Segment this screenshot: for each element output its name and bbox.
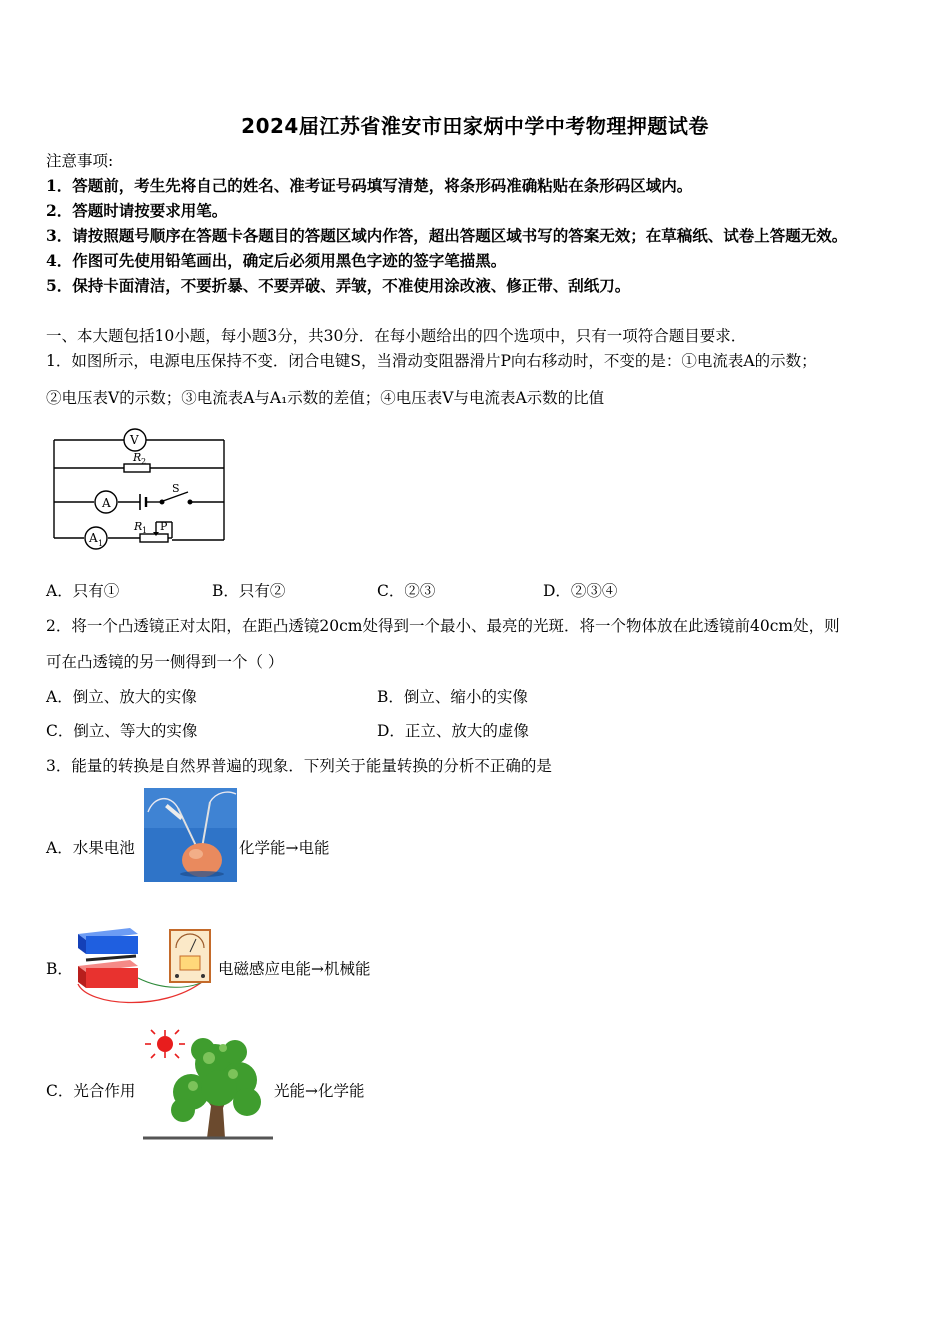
r2-label: R bbox=[133, 451, 142, 464]
q2-option-d: D．正立、放大的虚像 bbox=[377, 722, 529, 740]
q1-option-b: B．只有② bbox=[212, 582, 286, 600]
question-3-stem: 3．能量的转换是自然界普遍的现象．下列关于能量转换的分析不正确的是 bbox=[46, 757, 552, 775]
question-1-stem-cont: ②电压表V的示数；③电流表A与A₁示数的差值；④电压表V与电流表A示数的比值 bbox=[46, 389, 605, 407]
q3-option-a-label: A．水果电池 bbox=[46, 839, 135, 857]
q2-option-b: B．倒立、缩小的实像 bbox=[377, 688, 528, 706]
q1-option-c: C．②③ bbox=[377, 582, 436, 600]
question-2-stem: 2．将一个凸透镜正对太阳，在距凸透镜20cm处得到一个最小、最亮的光斑．将一个物体放在此透镜前40cm处，则 bbox=[46, 617, 840, 635]
switch-label: S bbox=[172, 482, 180, 495]
q3-option-c-text: 光能→化学能 bbox=[274, 1082, 365, 1100]
r1-label: R bbox=[134, 520, 143, 533]
notice-heading: 注意事项: bbox=[46, 152, 114, 170]
fruit-battery-image bbox=[144, 788, 237, 882]
q3-option-b-text: 电磁感应电能→机械能 bbox=[218, 960, 371, 978]
slider-label: P bbox=[160, 520, 168, 533]
question-2-stem-cont: 可在凸透镜的另一侧得到一个（ ） bbox=[46, 653, 284, 671]
q1-option-d: D．②③④ bbox=[543, 582, 618, 600]
notice-item: 2．答题时请按要求用笔。 bbox=[46, 201, 228, 220]
notice-item: 5．保持卡面清洁，不要折暴、不要弄破、弄皱，不准使用涂改液、修正带、刮纸刀。 bbox=[46, 276, 631, 295]
notice-item: 1．答题前，考生先将自己的姓名、准考证号码填写清楚，将条形码准确粘贴在条形码区域内。 bbox=[46, 176, 693, 195]
ammeter-label: A bbox=[102, 496, 111, 510]
r1-sub: 1 bbox=[142, 526, 148, 535]
ammeter-1-sub: 1 bbox=[98, 539, 104, 548]
q3-option-b-label: B． bbox=[46, 960, 73, 978]
q2-option-c: C．倒立、等大的实像 bbox=[46, 722, 198, 740]
q2-option-a: A．倒立、放大的实像 bbox=[46, 688, 197, 706]
electromagnetic-induction-image bbox=[72, 924, 217, 1012]
photosynthesis-tree-image bbox=[143, 1028, 274, 1142]
page-title: 2024届江苏省淮安市田家炳中学中考物理押题试卷 bbox=[241, 114, 709, 138]
q1-option-a: A．只有① bbox=[46, 582, 120, 600]
notice-item: 4．作图可先使用铅笔画出，确定后必须用黑色字迹的签字笔描黑。 bbox=[46, 251, 507, 270]
q3-option-c-label: C．光合作用 bbox=[46, 1082, 136, 1100]
r2-sub: 2 bbox=[141, 457, 147, 466]
circuit-diagram bbox=[48, 422, 234, 556]
ammeter-1-label: A bbox=[89, 531, 98, 545]
question-1-stem: 1．如图所示，电源电压保持不变．闭合电键S，当滑动变阻器滑片P向右移动时，不变的是：①电流表A的示数； bbox=[46, 352, 817, 370]
section-heading: 一、本大题包括10小题，每小题3分，共30分．在每小题给出的四个选项中，只有一项符合题目要求． bbox=[46, 327, 747, 345]
voltmeter-label: V bbox=[130, 433, 139, 447]
notice-item: 3．请按照题号顺序在答题卡各题目的答题区域内作答，超出答题区域书写的答案无效；在草稿纸、试卷上答题无效。 bbox=[46, 226, 848, 245]
q3-option-a-text: 化学能→电能 bbox=[239, 839, 330, 857]
